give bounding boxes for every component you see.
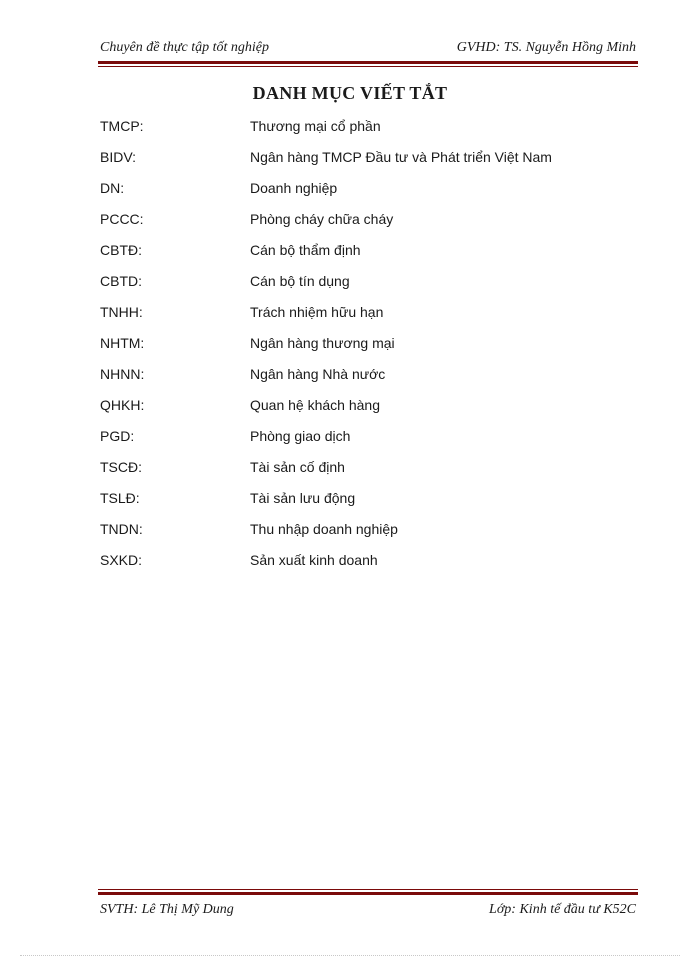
abbreviation-term: QHKH: [100,397,145,413]
footer-rule-thin [98,889,638,890]
footer-class: Lớp: Kinh tế đầu tư K52C [489,902,636,917]
abbreviation-row [100,180,640,211]
abbreviation-meaning: Phòng giao dịch [250,428,351,444]
abbreviation-meaning: Trách nhiệm hữu hạn [250,304,384,320]
abbreviation-term: PCCC: [100,211,144,227]
abbreviation-term: SXKD: [100,552,143,568]
page-footer [100,902,636,922]
abbreviation-row [100,335,640,366]
abbreviation-row [100,242,640,273]
footer-student: SVTH: Lê Thị Mỹ Dung [100,902,234,917]
abbreviation-term: NHTM: [100,335,145,351]
abbreviation-row [100,459,640,490]
abbreviation-meaning: Thu nhập doanh nghiệp [250,521,398,537]
abbreviation-term: NHNN: [100,366,145,382]
header-course-title: Chuyên đề thực tập tốt nghiệp [100,40,269,55]
abbreviation-row [100,211,640,242]
abbreviation-row [100,552,640,583]
abbreviation-row [100,490,640,521]
abbreviation-term: TNDN: [100,521,143,537]
abbreviation-meaning: Sản xuất kinh doanh [250,552,378,568]
abbreviation-row [100,304,640,335]
header-supervisor: GVHD: TS. Nguyễn Hồng Minh [456,40,636,55]
abbreviation-term: CBTĐ: [100,242,142,258]
abbreviation-row [100,366,640,397]
footer-rule-thick [98,892,638,895]
abbreviation-term: TNHH: [100,304,143,320]
abbreviation-term: BIDV: [100,149,137,165]
abbreviation-meaning: Ngân hàng TMCP Đầu tư và Phát triển Việt Nam [250,149,552,165]
abbreviation-meaning: Tài sản lưu động [250,490,356,506]
abbreviation-row [100,149,640,180]
abbreviation-meaning: Ngân hàng thương mại [250,335,395,351]
page-title: DANH MỤC VIẾT TẮT [252,83,448,103]
abbreviation-meaning: Cán bộ thẩm định [250,242,361,258]
abbreviation-row [100,428,640,459]
page-header [100,40,636,60]
abbreviation-term: TSCĐ: [100,459,142,475]
abbreviation-meaning: Tài sản cố định [250,459,345,475]
abbreviation-row [100,118,640,149]
abbreviation-term: PGD: [100,428,135,444]
abbreviation-row [100,273,640,304]
abbreviation-meaning: Quan hệ khách hàng [250,397,380,413]
abbreviation-term: CBTD: [100,273,142,289]
abbreviation-meaning: Phòng cháy chữa cháy [250,211,394,227]
abbreviation-row [100,521,640,552]
abbreviation-meaning: Doanh nghiệp [250,180,338,196]
abbreviation-term: TMCP: [100,118,144,134]
abbreviation-term: TSLĐ: [100,490,140,506]
abbreviation-meaning: Cán bộ tín dụng [250,273,350,289]
abbreviation-meaning: Thương mại cổ phần [250,118,381,134]
header-rule-thick [98,61,638,64]
abbreviation-meaning: Ngân hàng Nhà nước [250,366,386,382]
abbreviation-list [100,118,640,583]
page-break-line [20,955,680,956]
abbreviation-row [100,397,640,428]
abbreviation-term: DN: [100,180,125,196]
header-rule-thin [98,66,638,67]
